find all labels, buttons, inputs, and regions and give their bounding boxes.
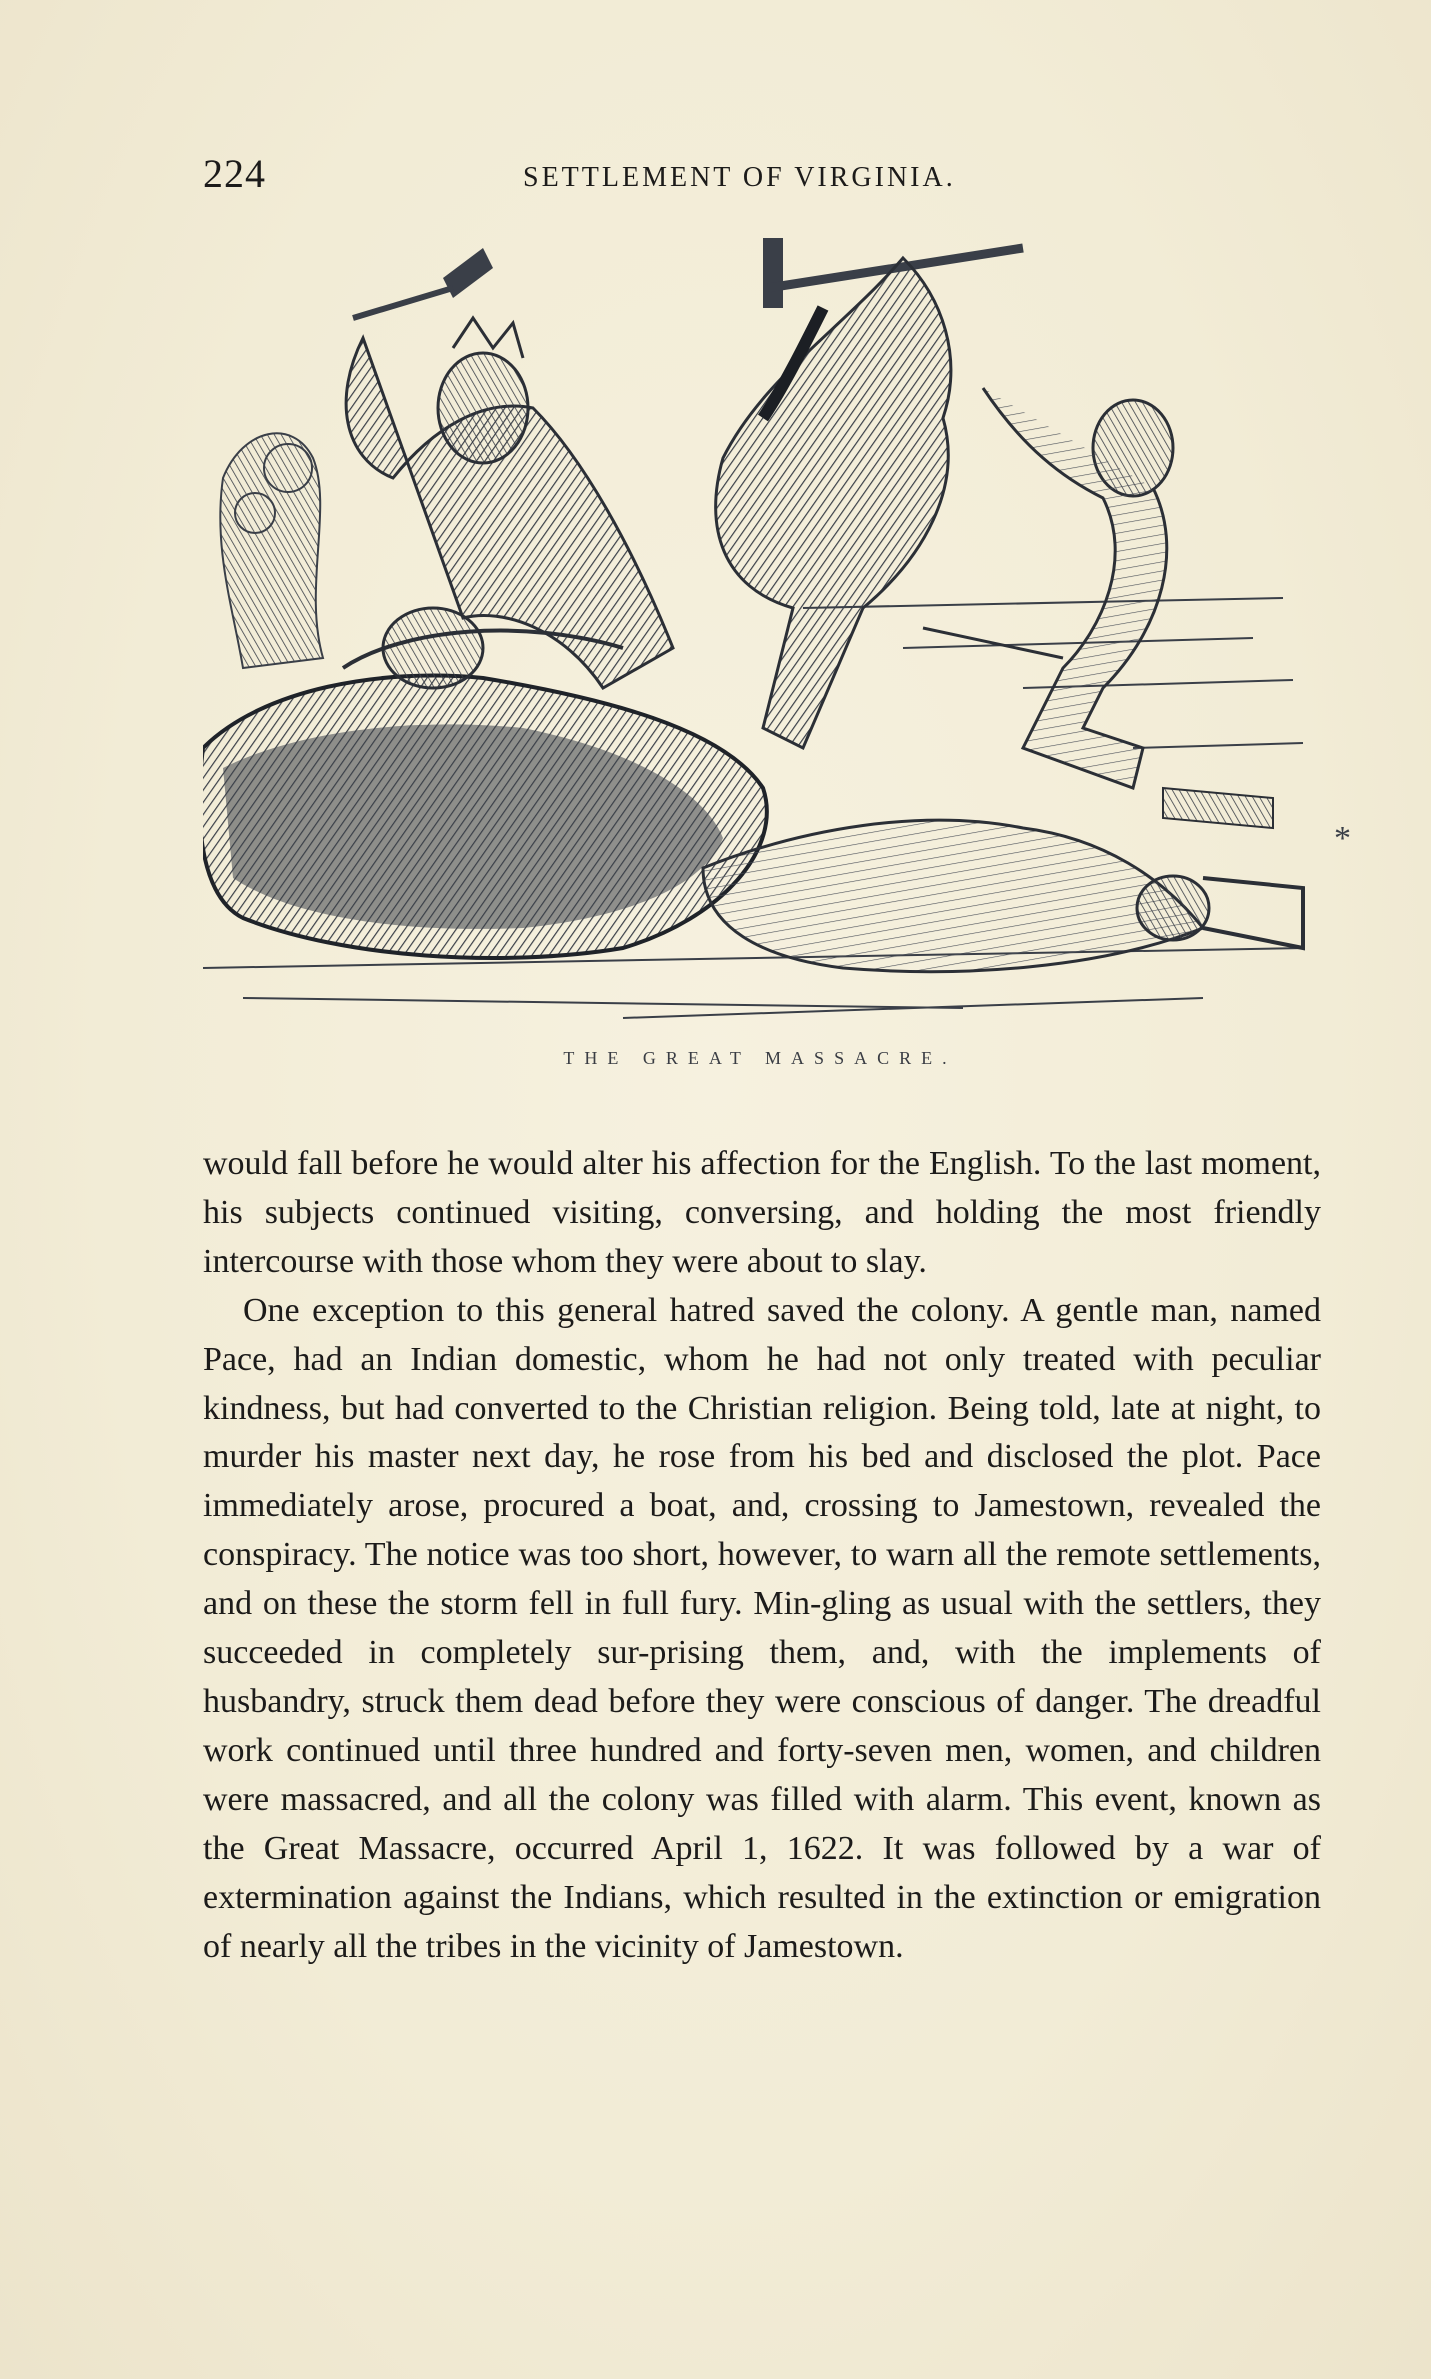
page-header xyxy=(203,150,1323,210)
right-warrior-figure xyxy=(716,238,1023,748)
margin-mark: * xyxy=(1334,820,1351,857)
kneeling-settler-figure xyxy=(923,388,1173,788)
paragraph-2: One exception to this general hatred saved the colony. A gentle man, named Pace, had an Indian domestic, whom he had not only treated with peculiar kindness, but had converted to the Christian religion. Being told, late at night, to murder his master next day, he rose from his bed and disclosed the plot. Pace immediately arose, procured a boat, and, crossing to Jamestown, revealed the conspiracy. The notice was too short, however, to warn all the remote settlements, and on these the storm fell in full fury. Min-gling as usual with the settlers, they succeeded in completely sur-prising them, and, with the implements of husbandry, struck them dead before they were conscious of danger. The dreadful work continued until three hundred and forty-seven men, women, and children were massacred, and all the colony was filled with alarm. This event, known as the Great Massacre, occurred April 1, 1622. It was followed by a war of extermination against the Indians, which resulted in the extinction or emigration of nearly all the tribes in the vicinity of Jamestown. xyxy=(203,1291,1321,1965)
illustration-caption: THE GREAT MASSACRE. xyxy=(563,1048,957,1068)
engraving-drawing xyxy=(203,228,1305,1032)
lying-settler-figure xyxy=(703,788,1303,972)
body-text xyxy=(203,1140,1321,1971)
running-head: SETTLEMENT OF VIRGINIA. xyxy=(523,162,956,193)
background-figures xyxy=(220,433,323,668)
paragraph-1: would fall before he would alter his affection for the English. To the last moment, his subjects continued visiting, conversing, and holding the most friendly intercourse with those whom they were about to slay. xyxy=(203,1145,1321,1280)
engraving-illustration xyxy=(203,228,1305,1032)
page-number: 224 xyxy=(203,151,266,196)
